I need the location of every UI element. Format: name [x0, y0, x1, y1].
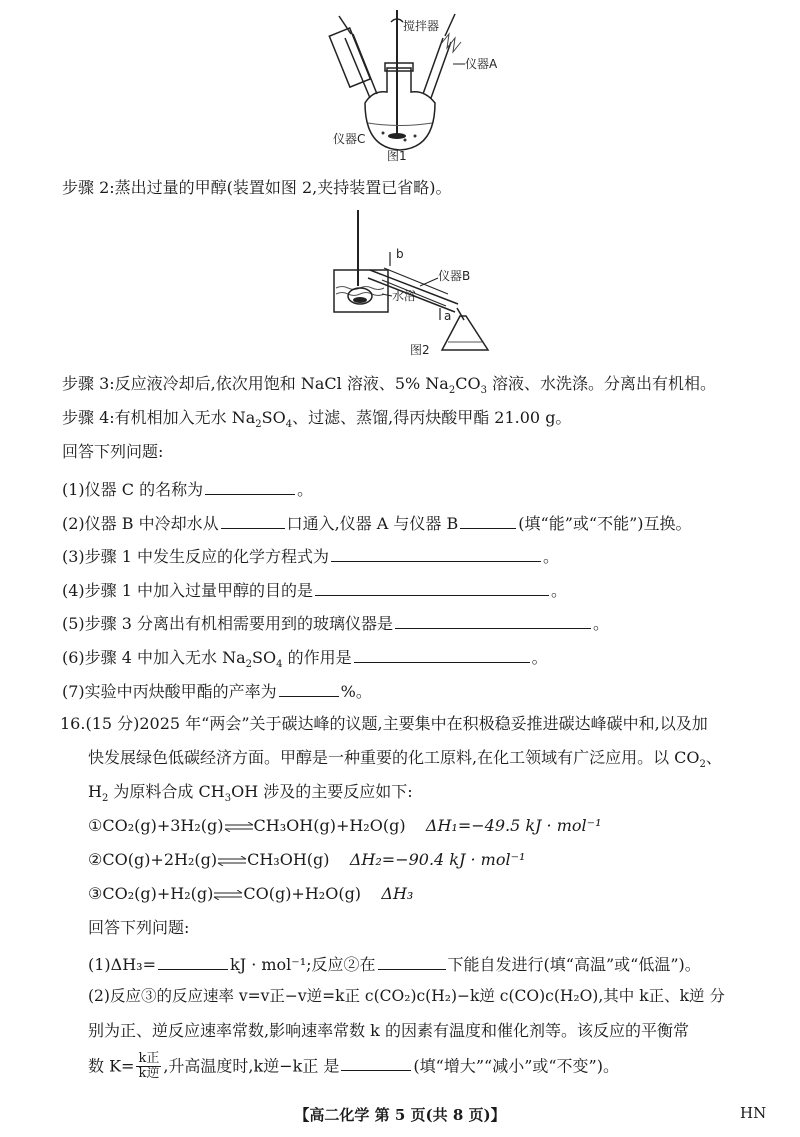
q15-2-text-b: 口通入,仪器 A 与仪器 B	[286, 514, 459, 533]
q16-2-line-3	[88, 1052, 619, 1082]
q15-6-end: 。	[531, 648, 548, 667]
q16-1-text-a: (1)ΔH₃=	[88, 955, 156, 974]
reaction-1-right: CH₃OH(g)+H₂O(g)	[253, 816, 406, 835]
q16-2-line-3-c: (填“增大”“减小”或“不变”)。	[413, 1056, 619, 1076]
q16-intro: 回答下列问题:	[88, 918, 190, 937]
figure-2-caption: 图2	[410, 343, 430, 357]
reaction-2-right: CH₃OH(g)	[247, 850, 330, 869]
q15-6-sub-2: 4	[276, 659, 283, 671]
q16-line-1: 16.(15 分)2025 年“两会”关于碳达峰的议题,主要集中在积极稳妥推进碳达峰碳中和,以及加	[60, 714, 708, 733]
q15-7-blank[interactable]	[279, 682, 339, 697]
reaction-2-left: ②CO(g)+2H₂(g)	[88, 850, 218, 869]
q15-2-text-c: (填“能”或“不能”)互换。	[518, 514, 692, 533]
q15-7-end: %。	[340, 682, 372, 701]
step-4	[62, 408, 572, 431]
fraction-numerator: k正	[138, 1051, 160, 1066]
equilibrium-constant-fraction	[136, 1052, 161, 1082]
step-3-text-a: 步骤 3:反应液冷却后,依次用饱和 NaCl 溶液、5% Na	[62, 374, 449, 393]
reaction-1-dh: ΔH₁=−49.5 kJ · mol⁻¹	[425, 816, 602, 835]
q16-line-2	[88, 748, 722, 771]
equilibrium-arrow-icon	[224, 822, 254, 832]
q15-5-text: (5)步骤 3 分离出有机相需要用到的玻璃仪器是	[62, 614, 394, 633]
figure-1-apparatus	[325, 8, 505, 168]
q16-2-line-2: 别为正、逆反应速率常数,影响速率常数 k 的因素有温度和催化剂等。该反应的平衡常	[88, 1021, 689, 1040]
reaction-1-left: ①CO₂(g)+3H₂(g)	[88, 816, 224, 835]
q16-line-2-sub: 2	[699, 759, 706, 771]
q16-line-3-sub: 2	[101, 793, 109, 805]
q15-2-text-a: (2)仪器 B 中冷却水从	[62, 514, 219, 533]
q15-6-blank[interactable]	[354, 648, 530, 663]
q15-7-text: (7)实验中丙炔酸甲酯的产率为	[62, 682, 277, 701]
q16-line-3-a: H	[88, 782, 102, 801]
step-4-text-a: 步骤 4:有机相加入无水 Na	[62, 408, 256, 427]
q15-2-blank-1[interactable]	[221, 514, 285, 529]
q15-6-text-c: 的作用是	[282, 648, 352, 667]
figure-1-caption: 图1	[387, 149, 407, 163]
q15-4-end: 。	[551, 581, 568, 600]
step-2: 步骤 2:蒸出过量的甲醇(装置如图 2,夹持装置已省略)。	[62, 178, 452, 197]
q16-1-text-b: kJ · mol⁻¹;反应②在	[230, 955, 376, 974]
q15-4-text: (4)步骤 1 中加入过量甲醇的目的是	[62, 581, 314, 600]
q16-line-2-b: 、	[705, 748, 722, 767]
q15-2-blank-2[interactable]	[460, 514, 516, 529]
step-4-text-c: 、过滤、蒸馏,得丙炔酸甲酯 21.00 g。	[292, 408, 572, 427]
reaction-1	[88, 818, 602, 834]
water-bath-label: 水浴	[392, 289, 417, 303]
q16-1-blank-2[interactable]	[378, 955, 446, 970]
q15-5-end: 。	[593, 614, 610, 633]
reaction-3-left: ③CO₂(g)+H₂(g)	[88, 884, 214, 903]
step-3-sub-2: 3	[480, 385, 487, 397]
q15-5	[62, 614, 609, 632]
fraction-denominator: k逆	[138, 1066, 160, 1082]
q16-2-blank[interactable]	[341, 1056, 411, 1071]
instrument-b-label: 仪器B	[438, 269, 471, 283]
q15-3-blank[interactable]	[331, 547, 541, 562]
q15-2	[62, 514, 692, 532]
step-3-text-b: CO	[455, 374, 481, 393]
equilibrium-arrow-icon	[213, 890, 243, 900]
q16-line-3	[88, 782, 413, 805]
q16-line-2-a: 快发展绿色低碳经济方面。甲醇是一种重要的化工原料,在化工领域有广泛应用。以 CO	[88, 748, 700, 767]
q15-3-end: 。	[543, 547, 560, 566]
q16-1-blank-1[interactable]	[158, 955, 228, 970]
q16-2-line-3-a: 数 K=	[88, 1056, 135, 1076]
step-3-text-c: 溶液、水洗涤。分离出有机相。	[486, 374, 717, 393]
footer-region-code: HN	[740, 1104, 767, 1122]
reaction-2-dh: ΔH₂=−90.4 kJ · mol⁻¹	[349, 850, 526, 869]
q16-1-text-c: 下能自发进行(填“高温”或“低温”)。	[447, 955, 701, 974]
q15-1-text: (1)仪器 C 的名称为	[62, 480, 204, 499]
q15-6	[62, 648, 548, 671]
q15-3	[62, 547, 559, 565]
instrument-c-label: 仪器C	[333, 132, 366, 146]
q15-7	[62, 682, 372, 700]
q16-2-line-1: (2)反应③的反应速率 v=v正−v逆=k正 c(CO₂)c(H₂)−k逆 c(CO)c(H₂O),其中 k正、k逆 分	[88, 987, 725, 1005]
q15-4-blank[interactable]	[315, 581, 549, 596]
a-label: a	[444, 309, 452, 323]
q15-6-sub: 2	[245, 659, 253, 671]
q15-intro: 回答下列问题:	[62, 442, 164, 461]
q15-1	[62, 480, 313, 498]
reaction-3-dh: ΔH₃	[381, 884, 414, 903]
q16-1	[88, 955, 701, 973]
stirrer-label: 搅拌器	[403, 19, 440, 33]
reaction-2	[88, 852, 525, 868]
q15-3-text: (3)步骤 1 中发生反应的化学方程式为	[62, 547, 330, 566]
step-4-sub-2: 4	[285, 419, 293, 431]
q15-1-end: 。	[297, 480, 314, 499]
q15-6-text-b: SO	[252, 648, 277, 667]
reaction-3	[88, 886, 413, 902]
step-4-sub: 2	[255, 419, 262, 431]
b-label: b	[396, 247, 404, 261]
page-footer: 【高二化学 第 5 页(共 8 页)】	[294, 1106, 506, 1124]
q15-6-text-a: (6)步骤 4 中加入无水 Na	[62, 648, 246, 667]
step-4-text-b: SO	[261, 408, 286, 427]
q16-line-3-sub-2: 3	[224, 793, 232, 805]
q15-1-blank[interactable]	[205, 480, 295, 495]
reaction-3-right: CO(g)+H₂O(g)	[243, 884, 362, 903]
step-3-sub: 2	[448, 385, 456, 397]
figure-2-apparatus	[330, 208, 500, 358]
step-3	[62, 374, 717, 397]
equilibrium-arrow-icon	[217, 856, 247, 866]
q16-2-line-3-b: ,升高温度时,k逆−k正 是	[163, 1056, 340, 1076]
q16-line-3-c: OH 涉及的主要反应如下:	[231, 782, 413, 801]
instrument-a-label: 仪器A	[465, 57, 498, 71]
q15-4	[62, 581, 567, 599]
q15-5-blank[interactable]	[395, 614, 591, 629]
q16-line-3-b: 为原料合成 CH	[108, 782, 225, 801]
